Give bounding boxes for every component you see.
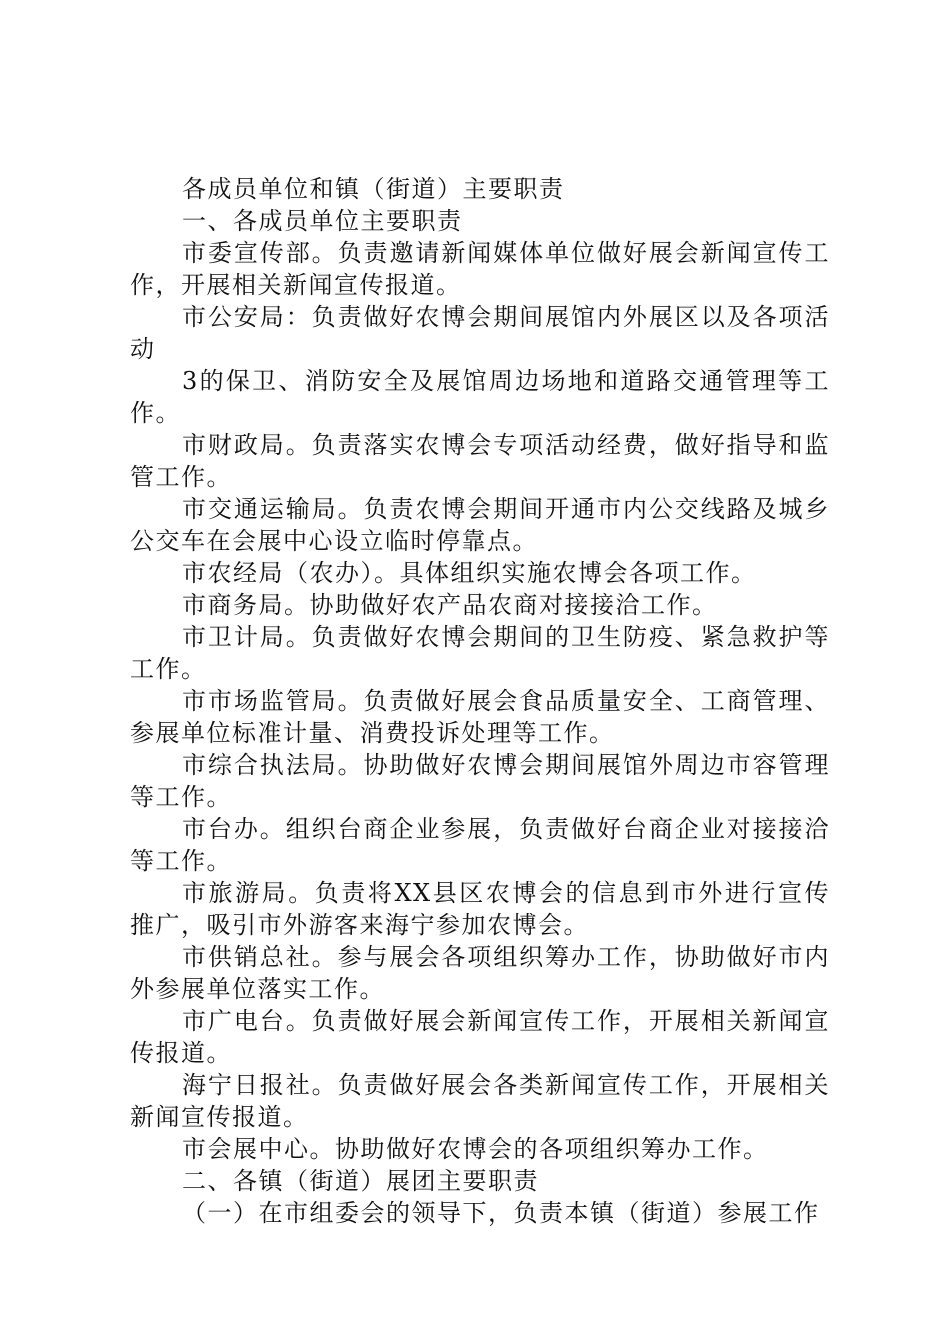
paragraph: 市市场监管局。负责做好展会食品质量安全、工商管理、参展单位标准计量、消费投诉处理等工作。 (130, 687, 830, 747)
paragraph: 市委宣传部。负责邀请新闻媒体单位做好展会新闻宣传工作，开展相关新闻宣传报道。 (130, 239, 830, 299)
section-heading-1: 一、各成员单位主要职责 (182, 207, 463, 235)
paragraph: 市综合执法局。协助做好农博会期间展馆外周边市容管理等工作。 (130, 751, 830, 811)
paragraph: 市台办。组织台商企业参展，负责做好台商企业对接接洽等工作。 (130, 815, 830, 875)
paragraph: 市财政局。负责落实农博会专项活动经费，做好指导和监管工作。 (130, 431, 830, 491)
paragraph: 市会展中心。协助做好农博会的各项组织筹办工作。 (182, 1135, 769, 1163)
paragraph: 市供销总社。参与展会各项组织筹办工作，协助做好市内外参展单位落实工作。 (130, 943, 830, 1003)
paragraph: 市交通运输局。负责农博会期间开通市内公交线路及城乡公交车在会展中心设立临时停靠点。 (130, 495, 830, 555)
paragraph: （一）在市组委会的领导下，负责本镇（街道）参展工作 (182, 1199, 820, 1227)
paragraph: 3的保卫、消防安全及展馆周边场地和道路交通管理等工作。 (130, 367, 830, 427)
paragraph: 市商务局。协助做好农产品农商对接接洽工作。 (182, 591, 718, 619)
paragraph: 市农经局（农办）。具体组织实施农博会各项工作。 (182, 559, 757, 587)
paragraph: 市旅游局。负责将XX县区农博会的信息到市外进行宣传推广，吸引市外游客来海宁参加农博会。 (130, 879, 830, 939)
section-heading-2: 二、各镇（街道）展团主要职责 (182, 1167, 539, 1195)
paragraph: 海宁日报社。负责做好展会各类新闻宣传工作，开展相关新闻宣传报道。 (130, 1071, 830, 1131)
document-title: 各成员单位和镇（街道）主要职责 (182, 175, 565, 203)
document-body (130, 173, 830, 1229)
paragraph: 市卫计局。负责做好农博会期间的卫生防疫、紧急救护等工作。 (130, 623, 830, 683)
paragraph: 市公安局：负责做好农博会期间展馆内外展区以及各项活动 (130, 303, 830, 363)
paragraph: 市广电台。负责做好展会新闻宣传工作，开展相关新闻宣传报道。 (130, 1007, 830, 1067)
